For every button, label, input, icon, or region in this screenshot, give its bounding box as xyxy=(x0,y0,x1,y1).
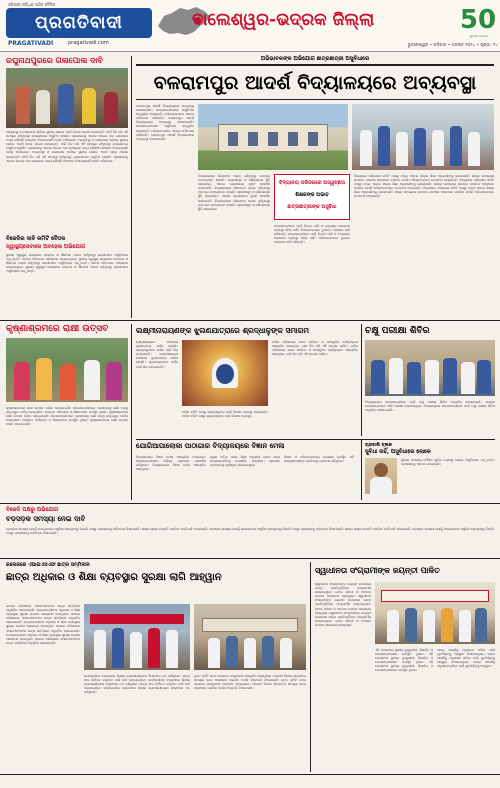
photo-conference-hall xyxy=(194,604,306,670)
brand-name-english: PRAGATIVADI xyxy=(8,40,54,47)
column-rule xyxy=(361,324,362,436)
headline-middle-center[interactable]: ଲକ୍ଷ୍ମୀନାରାୟଣଙ୍କ ଝୁଲଣଯାତ୍ରାରେ ଶ୍ରଦ୍ଧାଳୁଙ୍କ ସମାଗମ xyxy=(136,326,310,335)
headline-top-left[interactable]: ରଘୁନାଥପୁରରେ ଗଳାପୋଲ ଦାବି xyxy=(6,56,103,65)
photo-rakhi-festival xyxy=(6,338,128,402)
lead-body-col3: ଛାତ୍ରଛାତ୍ରୀଙ୍କ ପାଇଁ ପିଇବା ପାଣି ଓ ମଧ୍ୟାହ୍ନ ଭୋଜନର ବ୍ୟବସ୍ଥା ସଠିକ୍ ନାହିଁ। ଅଭିଭାବକମାନେ ତୁରନ୍ତ ପଦକ୍ଷେପ ଦାବି କରିଛନ୍ତି। ଛାତ୍ରଛାତ୍ରୀଙ୍କ ପାଇଁ ପିଇବା ପାଣି ଓ ମଧ୍ୟାହ୍ନ ଭୋଜନର ବ୍ୟବସ୍ଥା ସଠିକ୍ ନାହିଁ। ଅଭିଭାବକମାନେ ତୁରନ୍ତ ପଦକ୍ଷେପ ଦାବି କରିଛନ୍ତି। xyxy=(274,224,350,245)
section-rule xyxy=(136,439,495,440)
lead-body-col1: ବଳରାମପୁର ଆଦର୍ଶ ବିଦ୍ୟାଳୟରେ ଅବ୍ୟବସ୍ଥା ଦେଖାଦେଇଛି। ଛାତ୍ରଛାତ୍ରୀମାନେ ଅସୁବିଧାର ସମ୍ମୁଖୀନ ହେଉଛନ୍ତି। ଅଭିଭାବକମାନେ ଏନେଇ ଅଭିଯୋଗ କରିଛନ୍ତି। ବଳରାମପୁର ଆଦର୍ଶ ବିଦ୍ୟାଳୟରେ ଅବ୍ୟବସ୍ଥା ଦେଖାଦେଇଛି। ଛାତ୍ରଛାତ୍ରୀମାନେ ଅସୁବିଧାର ସମ୍ମୁଖୀନ ହେଉଛନ୍ତି। ଅଭିଭାବକମାନେ ଏନେଇ ଅଭିଯୋଗ କରିଛନ୍ତି। ବଳରାମପୁର ଆଦର୍ଶ ବିଦ୍ୟାଳୟରେ ଅବ୍ୟବସ୍ଥା ଦେଖାଦେଇଛି। xyxy=(136,104,194,141)
photo-eye-camp xyxy=(365,340,495,396)
masthead-tagline: ଓଡ଼ିଶାର ସର୍ବାଧିକ ପଠିତ ଦୈନିକ xyxy=(8,2,56,7)
body-text-school-fair-3: ଶିକ୍ଷକ ଓ ଅଭିଭାବକମାନେ ମେଳାରେ ଉପସ୍ଥିତ ରହି ଛାତ୍ରଛାତ୍ରୀଙ୍କ ପ୍ରତିଭାକୁ ପ୍ରଶଂସା କରିଥିଲେ। xyxy=(284,455,354,464)
body-text-middle-center-3: ମନ୍ଦିର କମିଟି ପକ୍ଷରୁ ଶ୍ରଦ୍ଧାଳୁଙ୍କ ପାଇଁ ବିଶେଷ ବ୍ୟବସ୍ଥା କରାଯାଇଛି। ମନ୍ଦିର କମିଟି ପକ୍ଷରୁ ଶ୍ରଦ୍ଧାଳୁଙ୍କ ପାଇଁ ବିଶେଷ ବ୍ୟବସ୍ଥା। xyxy=(182,410,268,419)
side-brief-kicker: ଚାନ୍ଦବାଲି ବ୍ଲକ xyxy=(365,443,392,448)
footer-rule xyxy=(0,774,500,775)
body-text-bottom-left-1: କଲେଜ ପରିସରରେ ଏଆଇଏସଏଫର ଛାତ୍ର ସମ୍ମିଳନୀ ଅନୁଷ୍ଠିତ ହୋଇଯାଇଛି। ଛାତ୍ରଛାତ୍ରୀଙ୍କ ଅଧିକାର ଓ ଶିକ୍ଷା ବ୍ୟବସ୍ଥାର ସୁରକ୍ଷା ଉପରେ ଆଲୋଚନା ହୋଇଥିଲା। କଲେଜ ପରିସରରେ ଏଆଇଏସଏଫର ଛାତ୍ର ସମ୍ମିଳନୀ ଅନୁଷ୍ଠିତ ହୋଇଯାଇଛି। ଛାତ୍ରଛାତ୍ରୀଙ୍କ ଅଧିକାର ଓ ଶିକ୍ଷା ବ୍ୟବସ୍ଥାର ସୁରକ୍ଷା ଉପରେ ଆଲୋଚନା ହୋଇଥିଲା। କଲେଜ ପରିସରରେ ଏଆଇଏସଏଫର ଛାତ୍ର ସମ୍ମିଳନୀ ଅନୁଷ୍ଠିତ ହୋଇଯାଇଛି। ଛାତ୍ରଛାତ୍ରୀଙ୍କ ଅଧିକାର ଓ ଶିକ୍ଷା ବ୍ୟବସ୍ଥାର ସୁରକ୍ଷା ଉପରେ ଆଲୋଚନା ହୋଇଥିଲା। କଲେଜ ପରିସରରେ ଏଆଇଏସଏଫର ଛାତ୍ର ସମ୍ମିଳନୀ ଅନୁଷ୍ଠିତ ହୋଇଯାଇଛି। xyxy=(6,604,80,645)
body-text-right-brief: ବଡ଼ସଡ଼କ ସମସ୍ୟା ଯୋଗୁଁ ଯାତାୟାତରେ ଅସୁବିଧା ହେଉଥିବାରୁ ବିଜେଡି ପକ୍ଷରୁ ପ୍ରଶାସନକୁ ଦାବିପତ୍ର ଦିଆଯାଇଛି। ଶୀଘ୍ର ରାସ୍ତା ମରାମତି କରାଯିବା ପାଇଁ ଦାବି କରାଯାଇଛି। ବଡ଼ସଡ଼କ ସମସ୍ୟା ଯୋଗୁଁ ଯାତାୟାତରେ ଅସୁବିଧା ହେଉଥିବାରୁ ବିଜେଡି ପକ୍ଷରୁ ପ୍ରଶାସନକୁ ଦାବିପତ୍ର ଦିଆଯାଇଛି। ଶୀଘ୍ର ରାସ୍ତା ମରାମତି କରାଯିବା ପାଇଁ ଦାବି କରାଯାଇଛି। ବଡ଼ସଡ଼କ ସମସ୍ୟା ଯୋଗୁଁ ଯାତାୟାତରେ ଅସୁବିଧା ହେଉଥିବାରୁ ବିଜେଡି ପକ୍ଷରୁ ପ୍ରଶାସନକୁ ଦାବିପତ୍ର ଦିଆଯାଇଛି। xyxy=(6,527,494,536)
lead-headline[interactable]: ବଳରାମପୁର ଆଦର୍ଶ ବିଦ୍ୟାଳୟରେ ଅବ୍ୟବସ୍ଥା xyxy=(136,64,494,100)
headline-middle-right[interactable]: ଚକ୍ଷୁ ପରୀକ୍ଷା ଶିବିର xyxy=(365,326,430,336)
lead-body-col4: ବିଦ୍ୟାଳୟ ପରିଚାଳନା କମିଟି ପକ୍ଷରୁ ମଧ୍ୟ ଏନେଇ ଜିଲ୍ଲା ଶିକ୍ଷା ଅଧିକାରୀଙ୍କୁ ଜଣାଯାଇଛି। ଶୀଘ୍ର ସମସ୍ୟାର ସମାଧାନ ନହେଲେ ଆନ୍ଦୋଳନ କରାଯିବ ବୋଲି ଅଭିଭାବକମାନେ ଚେତାବନୀ ଦେଇଛନ୍ତି। ବିଦ୍ୟାଳୟ ପରିଚାଳନା କମିଟି ପକ୍ଷରୁ ମଧ୍ୟ ଏନେଇ ଜିଲ୍ଲା ଶିକ୍ଷା ଅଧିକାରୀଙ୍କୁ ଜଣାଯାଇଛି। ଶୀଘ୍ର ସମସ୍ୟାର ସମାଧାନ ନହେଲେ ଆନ୍ଦୋଳନ କରାଯିବ ବୋଲି ଅଭିଭାବକମାନେ ଚେତାବନୀ ଦେଇଛନ୍ତି। ବିଦ୍ୟାଳୟ ପରିଚାଳନା କମିଟି ପକ୍ଷରୁ ମଧ୍ୟ ଏନେଇ ଜିଲ୍ଲା ଶିକ୍ଷା ଅଧିକାରୀଙ୍କୁ ଜଣାଯାଇଛି। ଶୀଘ୍ର ସମସ୍ୟାର ସମାଧାନ ନହେଲେ ଆନ୍ଦୋଳନ କରାଯିବ ବୋଲି ଅଭିଭାବକମାନେ ଚେତାବନୀ ଦେଇଛନ୍ତି। xyxy=(354,174,494,199)
section-rule xyxy=(0,320,500,321)
bottom-right-headline[interactable]: ସ୍ୱାଧୀନତା ସଂଗ୍ରାମୀଙ୍କ ଜୟନ୍ତୀ ପାଳିତ xyxy=(315,566,440,575)
side-brief-headline[interactable]: ସୁବିଧା ନାହିଁ, ଅସୁବିଧାରେ ଲୋକେ xyxy=(365,449,431,455)
body-text-middle-left: କୃଷ୍ଣାଶ୍ରମରେ ରାକ୍ଷୀ ଉତ୍ସବ ପାଳିତ ହୋଇଯାଇଛି। ଛାତ୍ରଛାତ୍ରୀମାନେ ପରସ୍ପରକୁ ରାକ୍ଷୀ ବାନ୍ଧି ଭାତୃତ୍ୱର ବାର୍ତ୍ତା ଦେଇଥିଲେ। ଆଶ୍ରମ ପରିଚାଳକ ଓ ଶିକ୍ଷକମାନେ ଉପସ୍ଥିତ ଥିଲେ। କୃଷ୍ଣାଶ୍ରମରେ ରାକ୍ଷୀ ଉତ୍ସବ ପାଳିତ ହୋଇଯାଇଛି। ଛାତ୍ରଛାତ୍ରୀମାନେ ପରସ୍ପରକୁ ରାକ୍ଷୀ ବାନ୍ଧି ଭାତୃତ୍ୱର ବାର୍ତ୍ତା ଦେଇଥିଲେ। ଆଶ୍ରମ ପରିଚାଳକ ଓ ଶିକ୍ଷକମାନେ ଉପସ୍ଥିତ ଥିଲେ। କୃଷ୍ଣାଶ୍ରମରେ ରାକ୍ଷୀ ଉତ୍ସବ ପାଳିତ ହୋଇଯାଇଛି। xyxy=(6,406,128,427)
website-url[interactable]: pragativadi.com xyxy=(68,40,109,46)
right-brief-headline[interactable]: ବଡ଼ସଡ଼କ ସମସ୍ୟା ନେଇ ଦାବି xyxy=(6,515,86,523)
body-text-bottom-left-3: ନୂତନ କମିଟି ଗଠନ କରାଯାଇ ପଦାଧିକାରୀ ମନୋନୀତ ହୋଇଥିଲେ। ଆଗାମୀ ଦିନରେ ଛାତ୍ରଙ୍କ ସମସ୍ୟା ନେଇ ଆନ୍ଦୋଳନ କରାଯିବ ବୋଲି ନିଷ୍ପତ୍ତି ନିଆଯାଇଛି। ନୂତନ କମିଟି ଗଠନ କରାଯାଇ ପଦାଧିକାରୀ ମନୋନୀତ ହୋଇଥିଲେ। ଆଗାମୀ ଦିନରେ ଛାତ୍ରଙ୍କ ସମସ୍ୟା ନେଇ ଆନ୍ଦୋଳନ କରାଯିବ ବୋଲି ନିଷ୍ପତ୍ତି ନିଆଯାଇଛି। xyxy=(194,674,306,691)
newspaper-logo[interactable]: ପ୍ରଗତିବାଦୀ xyxy=(6,8,152,38)
body-text-school-fair-2: ମୁଖ୍ୟ ଅତିଥି ଭାବେ ଶିକ୍ଷା ଅଧିକାରୀ ଯୋଗ ଦେଇ ଛାତ୍ରଛାତ୍ରୀଙ୍କୁ ଉତ୍ସାହିତ କରିଥିଲେ। ଶ୍ରେଷ୍ଠ ପ୍ରକଳ୍ପକୁ ପୁରସ୍କୃତ କରାଯାଇଥିଲା। xyxy=(210,455,280,468)
photo-student-rally xyxy=(84,604,190,670)
bottom-left-kicker: କଲେଜରେ ଏଆଇଏସଏଫ ଛାତ୍ର ସମ୍ମିଳନୀ xyxy=(6,562,90,568)
body-text-middle-right: ବିଦ୍ୟାଳୟରେ ଛାତ୍ରଛାତ୍ରୀଙ୍କ ପାଇଁ ଚକ୍ଷୁ ପରୀକ୍ଷା ଶିବିର ଅନୁଷ୍ଠିତ ହୋଇଯାଇଛି। ଶତାଧିକ ଛାତ୍ରଛାତ୍ରୀଙ୍କ ଆଖି ପରୀକ୍ଷା କରାଯାଇଥିଲା। ବିଦ୍ୟାଳୟରେ ଛାତ୍ରଛାତ୍ରୀଙ୍କ ପାଇଁ ଚକ୍ଷୁ ପରୀକ୍ଷା ଶିବିର ଅନୁଷ୍ଠିତ ହୋଇଯାଇଛି। xyxy=(365,400,495,413)
right-brief-kicker: ବିଜେଡି ପକ୍ଷରୁ ଅଭିଯୋଗ xyxy=(6,507,59,513)
column-rule xyxy=(361,440,362,500)
lead-pull-quote-box xyxy=(274,174,350,220)
photo-deity-swing xyxy=(182,340,268,406)
lead-kicker: ଅଭିଭାବକଙ୍କ ଅଭିଯୋଗ ଛାତ୍ରଛାତ୍ରୀ ଅସୁବିଧାରେ xyxy=(260,56,370,62)
photo-top-left xyxy=(6,68,128,128)
masthead xyxy=(0,0,500,52)
district-banner: ବାଲେଶ୍ୱର-ଭଦ୍ରକ ଜିଲ୍ଲା xyxy=(192,10,375,30)
lead-body-col2: ବିଦ୍ୟାଳୟରେ ଶିକ୍ଷକଙ୍କ ଅଭାବ ରହିଥିବାରୁ ପାଠପଢ଼ା ବାଧାପ୍ରାପ୍ତ ହେଉଛି। ଶ୍ରେଣୀଗୃହ ଓ ଶୌଚାଳୟର ସ୍ଥିତି ଶୋଚନୀୟ। ଏନେଇ ପ୍ରଶାସନର ଦୃଷ୍ଟି ଆକର୍ଷଣ କରାଯାଇଛି। ବିଦ୍ୟାଳୟରେ ଶିକ୍ଷକଙ୍କ ଅଭାବ ରହିଥିବାରୁ ପାଠପଢ଼ା ବାଧାପ୍ରାପ୍ତ ହେଉଛି। ଶ୍ରେଣୀଗୃହ ଓ ଶୌଚାଳୟର ସ୍ଥିତି ଶୋଚନୀୟ। ଏନେଇ ପ୍ରଶାସନର ଦୃଷ୍ଟି ଆକର୍ଷଣ କରାଯାଇଛି। ବିଦ୍ୟାଳୟରେ ଶିକ୍ଷକଙ୍କ ଅଭାବ ରହିଥିବାରୁ ପାଠପଢ଼ା ବାଧାପ୍ରାପ୍ତ ହେଉଛି। ଶ୍ରେଣୀଗୃହ ଓ ଶୌଚାଳୟର ସ୍ଥିତି ଶୋଚନୀୟ। xyxy=(198,174,270,211)
section-rule xyxy=(0,503,500,504)
body-text-bottom-left-2: ସମ୍ମିଳନୀରେ ବକ୍ତାମାନେ ଶିକ୍ଷାର ବ୍ୟବସାୟୀକରଣ ବିରୋଧରେ ମତ ରଖିଥିଲେ। ଛାତ୍ର ସଂଘ ନିର୍ବାଚନ କରାଯିବା ପାଇଁ ଦାବି କରାଯାଇଥିଲା। ସମ୍ମିଳନୀରେ ବକ୍ତାମାନେ ଶିକ୍ଷାର ବ୍ୟବସାୟୀକରଣ ବିରୋଧରେ ମତ ରଖିଥିଲେ। ଛାତ୍ର ସଂଘ ନିର୍ବାଚନ କରାଯିବା ପାଇଁ ଦାବି କରାଯାଇଥିଲା। ସମ୍ମିଳନୀରେ ବକ୍ତାମାନେ ଶିକ୍ଷାର ବ୍ୟବସାୟୀକରଣ ବିରୋଧରେ ମତ ରଖିଥିଲେ। xyxy=(84,674,190,695)
column-rule xyxy=(131,56,132,318)
body-text-bottom-right-2: ଏହି ଅବସରରେ ସ୍ଥାନୀୟ ବୁଦ୍ଧିଜୀବୀ, ଶିକ୍ଷାବିତ୍ ଓ ଛାତ୍ରଛାତ୍ରୀମାନେ ଉପସ୍ଥିତ ଥିଲେ। ଏହି ଅବସରରେ ସ୍ଥାନୀୟ ବୁଦ୍ଧିଜୀବୀ, ଶିକ୍ଷାବିତ୍ ଓ ଛାତ୍ରଛାତ୍ରୀମାନେ ଉପସ୍ଥିତ ଥିଲେ। ଏହି ଅବସରରେ ସ୍ଥାନୀୟ ବୁଦ୍ଧିଜୀବୀ, ଶିକ୍ଷାବିତ୍ ଓ ଛାତ୍ରଛାତ୍ରୀମାନେ ଉପସ୍ଥିତ ଥିଲେ। xyxy=(375,648,433,673)
headline-middle-left[interactable]: କୃଷ୍ଣାଶ୍ରମରେ ରାକ୍ଷୀ ଉତ୍ସବ xyxy=(6,324,109,334)
body-text-side-brief: ସ୍ଥାନୀୟ ଅଞ୍ଚଳରେ ମୌଳିକ ସୁବିଧା ନଥିବାରୁ ଲୋକେ ଅସୁବିଧାରେ ପଡ଼ୁଛନ୍ତି। ପ୍ରଶାସନକୁ ଏନେଇ ଜଣାଯାଇଛି। xyxy=(401,458,495,467)
bottom-left-headline[interactable]: ଛାତ୍ର ଅଧିକାର ଓ ଶିକ୍ଷା ବ୍ୟବସ୍ଥାର ସୁରକ୍ଷା ଲାଗି ଆହ୍ୱାନ xyxy=(6,572,222,583)
headline-school-fair[interactable]: ଯୋଗିଆପାଲୋକା ପାଠାଗାର ବିଦ୍ୟାଳୟରେ ବିଜ୍ଞାନ ମେଳା xyxy=(136,442,285,450)
pull-quote-3: ଛାତ୍ରଛାତ୍ରୀଙ୍କ ଅସୁବିଧା xyxy=(287,204,337,210)
body-text-bottom-right-1: ସ୍ୱାଧୀନତା ସଂଗ୍ରାମୀଙ୍କ ଜୟନ୍ତୀ ଉପଲକ୍ଷେ ତାଙ୍କ ପ୍ରତିମୂର୍ତ୍ତିରେ ମାଲ୍ୟାର୍ପଣ କରାଯାଇଥିଲା। ତାଙ୍କ ଜୀବନୀ ଓ ଅବଦାନ ଉପରେ ଆଲୋଚନା ହୋଇଥିଲା। ସ୍ୱାଧୀନତା ସଂଗ୍ରାମୀଙ୍କ ଜୟନ୍ତୀ ଉପଲକ୍ଷେ ତାଙ୍କ ପ୍ରତିମୂର୍ତ୍ତିରେ ମାଲ୍ୟାର୍ପଣ କରାଯାଇଥିଲା। ତାଙ୍କ ଜୀବନୀ ଓ ଅବଦାନ ଉପରେ ଆଲୋଚନା ହୋଇଥିଲା। ସ୍ୱାଧୀନତା ସଂଗ୍ରାମୀଙ୍କ ଜୟନ୍ତୀ ଉପଲକ୍ଷେ ତାଙ୍କ ପ୍ରତିମୂର୍ତ୍ତିରେ ମାଲ୍ୟାର୍ପଣ କରାଯାଇଥିଲା। ତାଙ୍କ ଜୀବନୀ ଓ ଅବଦାନ ଉପରେ ଆଲୋଚନା ହୋଇଥିଲା। xyxy=(315,582,371,627)
subhead2-top-left[interactable]: ସ୍ୱାସ୍ଥ୍ୟସେବାରେ ଅବହେଳା ଅଭିଯୋଗ xyxy=(6,244,86,250)
body-text-bottom-right-3: ତାଙ୍କ ଆଦର୍ଶକୁ ଅନୁସରଣ କରିବା ପାଇଁ ଯୁବପିଢ଼ିଙ୍କୁ ଆହ୍ୱାନ ଦିଆଯାଇଥିଲା। ତାଙ୍କ ଆଦର୍ଶକୁ ଅନୁସରଣ କରିବା ପାଇଁ ଯୁବପିଢ଼ିଙ୍କୁ ଆହ୍ୱାନ ଦିଆଯାଇଥିଲା। ତାଙ୍କ ଆଦର୍ଶକୁ ଅନୁସରଣ କରିବା ପାଇଁ ଯୁବପିଢ଼ିଙ୍କୁ ଆହ୍ୱାନ। xyxy=(437,648,495,669)
anniversary-label: ସୁବର୍ଣ୍ଣ ଜୟନ୍ତୀ xyxy=(469,34,489,38)
body-text-school-fair-1: ବିଦ୍ୟାଳୟରେ ବିଜ୍ଞାନ ମେଳା ଆୟୋଜିତ ହୋଇଥିଲା। ଛାତ୍ରଛାତ୍ରୀମାନେ ବିଭିନ୍ନ ପ୍ରକଳ୍ପ ପ୍ରଦର୍ଶନ କରିଥିଲେ। ବିଦ୍ୟାଳୟରେ ବିଜ୍ଞାନ ମେଳା ଆୟୋଜିତ ହୋଇଥିଲା। xyxy=(136,455,206,472)
pull-quote-1: ବିଦ୍ୟାଳୟ ପରିସରରେ ଅସ୍ୱଚ୍ଛତା xyxy=(279,180,345,186)
pull-quote-2: ଶିକ୍ଷକଙ୍କ ଅଭାବ xyxy=(295,192,329,198)
photo-jayanti-event xyxy=(375,582,495,644)
photo-students xyxy=(352,104,494,170)
section-rule xyxy=(0,558,500,559)
column-rule xyxy=(310,562,311,772)
body-text-middle-center-1: ଲକ୍ଷ୍ମୀନାରାୟଣ ମନ୍ଦିରରେ ଝୁଲଣଯାତ୍ରା ପାଳିତ ହେଉଛି। ଶ୍ରଦ୍ଧାଳୁମାନେ ଦର୍ଶନ ପାଇଁ ଭିଡ଼ ଜମାଇଛନ୍ତି। ଲକ୍ଷ୍ମୀନାରାୟଣ ମନ୍ଦିରରେ ଝୁଲଣଯାତ୍ରା ପାଳିତ ହେଉଛି। ଶ୍ରଦ୍ଧାଳୁମାନେ ଦର୍ଶନ ପାଇଁ ଭିଡ଼ ଜମାଇଛନ୍ତି। xyxy=(136,340,178,369)
body-text-top-left: ଅବ୍ୟବସ୍ଥା ଓ ଗଳାପୋଲ ଦାବିରେ ସ୍ଥାନୀୟ ଲୋକେ ଏକାଠି ହୋଇ ଧାରଣା ଦେଇଛନ୍ତି। ଦୀର୍ଘ ଦିନ ଧରି ଏହି ସମସ୍ୟା ରହିଥିବାରୁ ଯାତାୟାତରେ ଅସୁବିଧା ହେଉଛି। ପ୍ରଶାସନକୁ ଏନେଇ ଅନେକ ଥର ଜଣାଇଲେ ମଧ୍ୟ କୌଣସି ପଦକ୍ଷେପ ନିଆଯାଇନାହିଁ ବୋଲି ଅଭିଯୋଗ। ଅବ୍ୟବସ୍ଥା ଓ ଗଳାପୋଲ ଦାବିରେ ସ୍ଥାନୀୟ ଲୋକେ ଏକାଠି ହୋଇ ଧାରଣା ଦେଇଛନ୍ତି। ଦୀର୍ଘ ଦିନ ଧରି ଏହି ସମସ୍ୟା ରହିଥିବାରୁ ଯାତାୟାତରେ ଅସୁବିଧା ହେଉଛି। ପ୍ରଶାସନକୁ ଏନେଇ ଅନେକ ଥର ଜଣାଇଲେ ମଧ୍ୟ କୌଣସି ପଦକ୍ଷେପ ନିଆଯାଇନାହିଁ ବୋଲି ଅଭିଯୋଗ। ଅବ୍ୟବସ୍ଥା ଓ ଗଳାପୋଲ ଦାବିରେ ସ୍ଥାନୀୟ ଲୋକେ ଏକାଠି ହୋଇ ଧାରଣା ଦେଇଛନ୍ତି। ଦୀର୍ଘ ଦିନ ଧରି ଏହି ସମସ୍ୟା ରହିଥିବାରୁ ଯାତାୟାତରେ ଅସୁବିଧା ହେଉଛି। ପ୍ରଶାସନକୁ ଏନେଇ ଅନେକ ଥର ଜଣାଇଲେ ମଧ୍ୟ କୌଣସି ପଦକ୍ଷେପ ନିଆଯାଇନାହିଁ ବୋଲି ଅଭିଯୋଗ। xyxy=(6,130,128,163)
body-text-top-left-2: ସ୍ଥାନୀୟ ସ୍ୱାସ୍ଥ୍ୟ କେନ୍ଦ୍ରରେ ଡାକ୍ତର ଓ ଔଷଧର ଅଭାବ ରହିଥିବାରୁ ରୋଗୀମାନେ ଅସୁବିଧାରେ ପଡ଼ୁଛନ୍ତି। ଏନେଇ ବୈଠକରେ ଆଲୋଚନା କରାଯାଇଥିଲା। ସ୍ଥାନୀୟ ସ୍ୱାସ୍ଥ୍ୟ କେନ୍ଦ୍ରରେ ଡାକ୍ତର ଓ ଔଷଧର ଅଭାବ ରହିଥିବାରୁ ରୋଗୀମାନେ ଅସୁବିଧାରେ ପଡ଼ୁଛନ୍ତି। ଏନେଇ ବୈଠକରେ ଆଲୋଚନା କରାଯାଇଥିଲା। ସ୍ଥାନୀୟ ସ୍ୱାସ୍ଥ୍ୟ କେନ୍ଦ୍ରରେ ଡାକ୍ତର ଓ ଔଷଧର ଅଭାବ ରହିଥିବାରୁ ରୋଗୀମାନେ ଅସୁବିଧାରେ ପଡ଼ୁଛନ୍ତି। xyxy=(6,253,128,274)
column-rule xyxy=(131,324,132,500)
photo-person-portrait xyxy=(365,458,397,494)
body-text-middle-center-2: ମନ୍ଦିର ପରିସରରେ ଭଜନ କୀର୍ତ୍ତନ ଓ ସାଂସ୍କୃତିକ କାର୍ଯ୍ୟକ୍ରମ ଆୟୋଜିତ ହୋଇଥିଲା। ପାଞ୍ଚ ଦିନ ଧରି ଏହି ଉତ୍ସବ ଚାଲିବ। ମନ୍ଦିର ପରିସରରେ ଭଜନ କୀର୍ତ୍ତନ ଓ ସାଂସ୍କୃତିକ କାର୍ଯ୍ୟକ୍ରମ ଆୟୋଜିତ ହୋଇଥିଲା। ପାଞ୍ଚ ଦିନ ଧରି ଏହି ଉତ୍ସବ ଚାଲିବ। xyxy=(272,340,358,357)
dateline: ଭୁବନେଶ୍ୱର • ରବିବାର • ଅଗଷ୍ଟ ୨୦୨୪ • ପୃଷ୍ଠା: ୧୪ xyxy=(407,42,498,47)
subhead-top-left[interactable]: ବିଜେଡିର ଦାବି କମିଟି ବୈଠକ xyxy=(6,236,66,242)
anniversary-emblem: 50 xyxy=(459,5,497,35)
photo-school-building xyxy=(198,104,348,170)
